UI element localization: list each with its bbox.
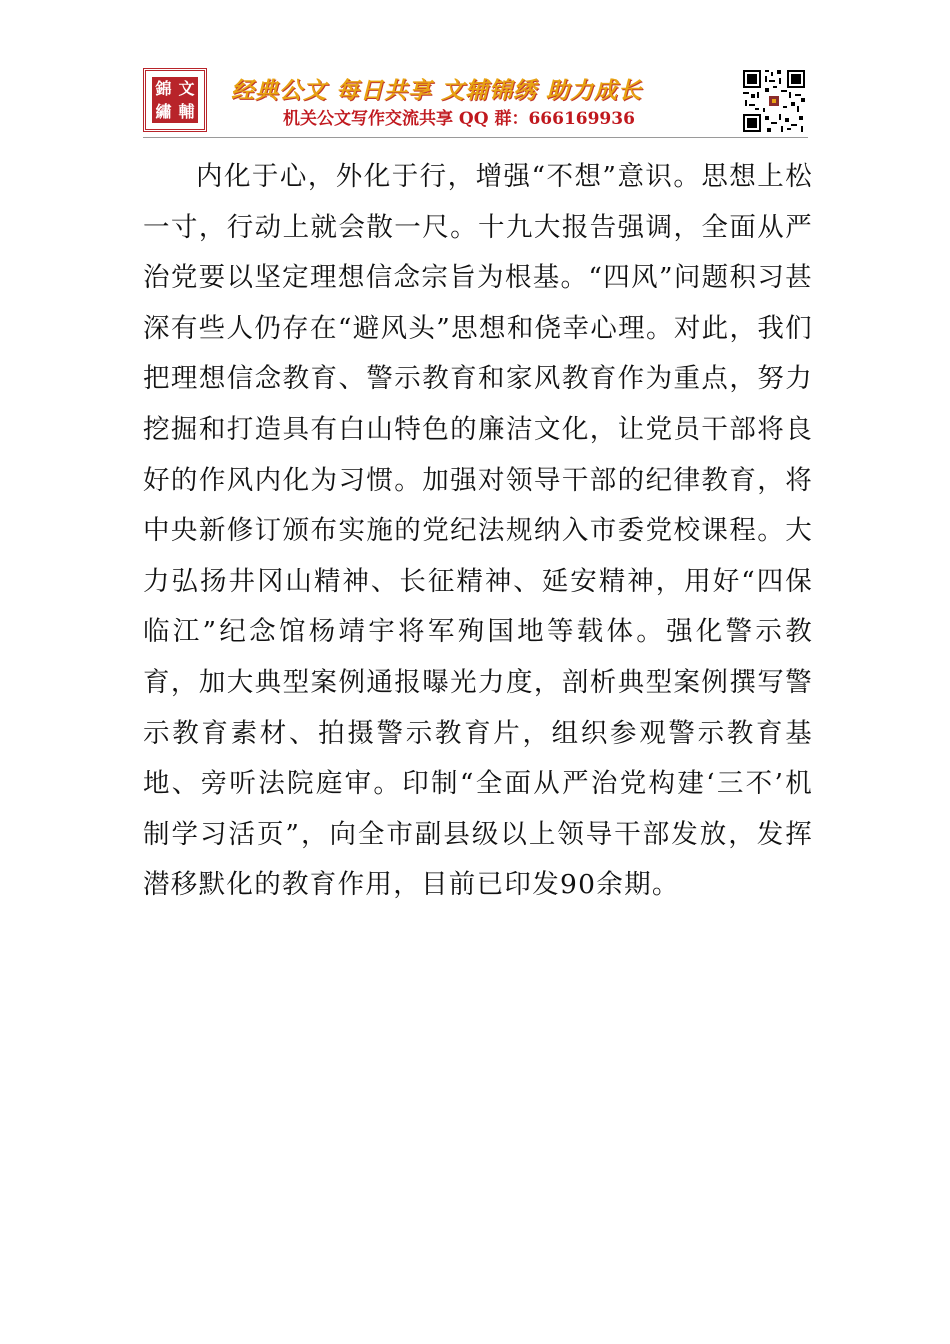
header-qq-group: 机关公文写作交流共享 QQ 群：666169936 [283,109,635,129]
seal-char: 文 [178,78,195,98]
seal-inner [152,77,198,123]
qr-code-icon [741,68,807,134]
header-divider [143,137,808,138]
seal-char: 繡 [155,101,172,121]
logo-seal [143,68,207,132]
document-header [143,66,808,136]
seal-char: 錦 [155,78,172,98]
seal-char: 輔 [178,101,195,121]
header-slogan: 经典公文 每日共享 文辅锦绣 助力成长 [231,78,643,104]
body-paragraph: 内化于心，外化于行，增强“不想”意识。思想上松一寸，行动上就会散一尺。十九大报告强调，全面从严治党要以坚定理想信念宗旨为根基。“四风”问题积习甚深有些人仍存在“避风头”思想和侥幸心理。对此，我们把理想信念教育、警示教育和家风教育作为重点，努力挖掘和打造具有白山特色的廉洁文化，让党员干部将良好的作风内化为习惯。加强对领导干部的纪律教育，将中央新修订颁布实施的党纪法规纳入市委党校课程。大力弘扬井冈山精神、长征精神、延安精神，用好“四保临江”纪念馆杨靖宇将军殉国地等载体。强化警示教育，加大典型案例通报曝光力度，剖析典型案例撰写警示教育素材、拍摄警示教育片，组织参观警示教育基地、旁听法院庭审。印制“全面从严治党构建‘三不’机制学习活页”，向全市副县级以上领导干部发放，发挥潜移默化的教育作用，目前已印发90余期。 [143,161,813,901]
